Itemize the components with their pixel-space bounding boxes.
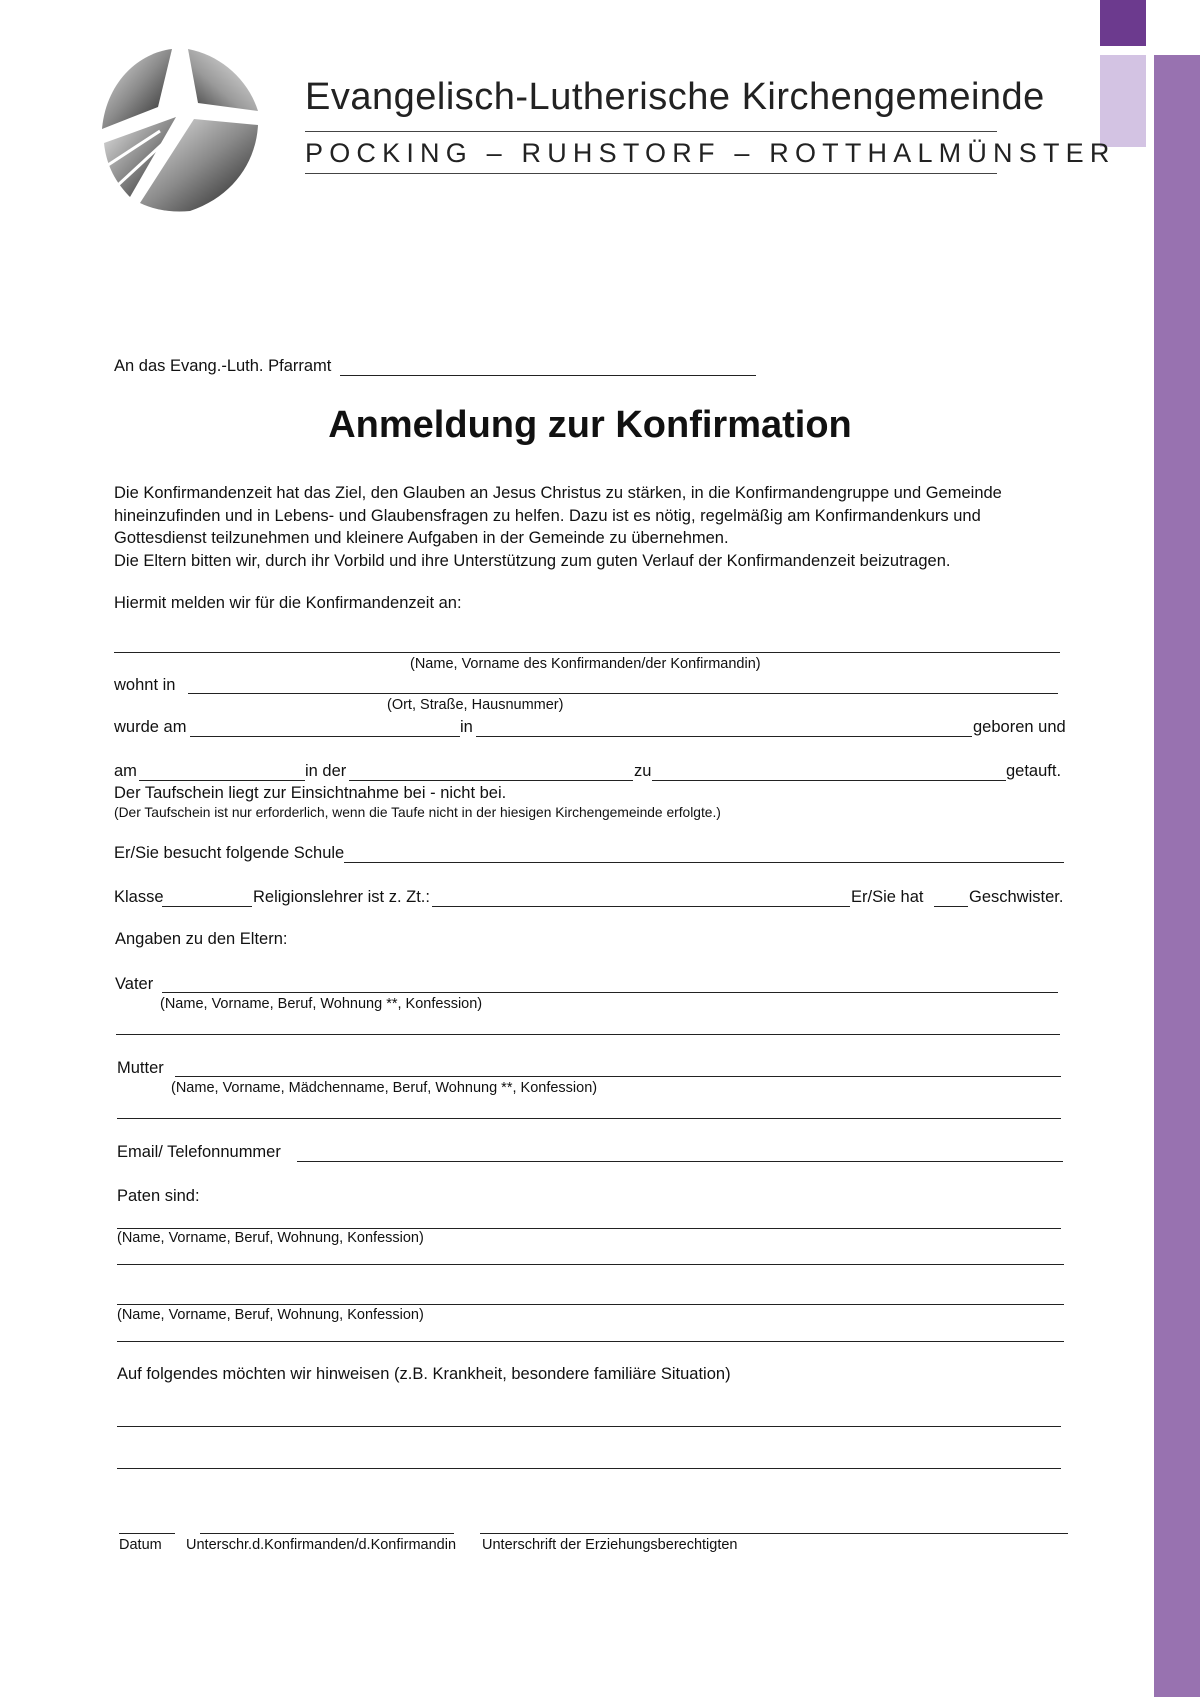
address-hint: (Ort, Straße, Hausnummer) bbox=[387, 697, 564, 713]
father-label: Vater bbox=[115, 975, 154, 993]
confirmand-name-line[interactable] bbox=[114, 652, 1060, 653]
address-field-line[interactable] bbox=[188, 693, 1058, 694]
organization-name: Evangelisch-Lutherische Kirchengemeinde bbox=[305, 76, 1045, 118]
confirmand-signature-line[interactable] bbox=[200, 1533, 454, 1534]
birth-place-line[interactable] bbox=[476, 736, 972, 737]
mother-field-line[interactable] bbox=[175, 1076, 1061, 1077]
parents-signature-line[interactable] bbox=[480, 1533, 1068, 1534]
notes-line-2[interactable] bbox=[117, 1468, 1061, 1469]
certificate-note: (Der Taufschein ist nur erforderlich, wenn die Taufe nicht in der hiesigen Kirchengemeinde erfolgte.) bbox=[114, 805, 721, 820]
born-in-label: in bbox=[460, 718, 473, 736]
addressee-label: An das Evang.-Luth. Pfarramt bbox=[114, 357, 332, 375]
mother-label: Mutter bbox=[117, 1059, 164, 1077]
baptized-church-label: in der bbox=[305, 762, 347, 780]
date-signature-label: Datum bbox=[119, 1537, 162, 1553]
siblings-count-line[interactable] bbox=[934, 906, 968, 907]
intro-parents-text: Die Eltern bitten wir, durch ihr Vorbild und ihre Unterstützung zum guten Verlauf der Konfirmandenzeit beizutragen. bbox=[114, 551, 951, 570]
form-title: Anmeldung zur Konfirmation bbox=[328, 404, 852, 446]
certificate-text: Der Taufschein liegt zur Einsichtnahme bei - nicht bei. bbox=[114, 784, 507, 802]
godparents-label: Paten sind: bbox=[117, 1187, 200, 1205]
father-field-line[interactable] bbox=[162, 992, 1058, 993]
godparent-1-line[interactable] bbox=[117, 1228, 1061, 1229]
baptism-place-line[interactable] bbox=[652, 780, 1006, 781]
addressee-field-line[interactable] bbox=[340, 375, 756, 376]
godparent-2-line[interactable] bbox=[117, 1304, 1064, 1305]
intro-text: Die Konfirmandenzeit hat das Ziel, den Glauben an Jesus Christus zu stärken, in die Konfirmandengruppe und Gemeinde hineinzufinden und in Lebens- und Glaubensfragen zu helfen. Dazu ist es nötig, regelmäßig am Konfirmandenkurs und Gottesdienst teilzunehmen und kleinere Aufgaben in der Gemeinde zu übernehmen. bbox=[114, 484, 1002, 547]
notes-label: Auf folgendes möchten wir hinweisen (z.B. Krankheit, besondere familiäre Situation) bbox=[117, 1365, 731, 1383]
mother-extra-line[interactable] bbox=[117, 1118, 1061, 1119]
godparent-2-extra-line[interactable] bbox=[117, 1341, 1064, 1342]
godparent-1-extra-line[interactable] bbox=[117, 1264, 1064, 1265]
parents-heading: Angaben zu den Eltern: bbox=[115, 930, 288, 948]
confirmand-signature-label: Unterschr.d.Konfirmanden/d.Konfirmandin bbox=[186, 1537, 457, 1553]
organization-places: POCKING – RUHSTORF – ROTTHALMÜNSTER bbox=[305, 138, 1116, 168]
mother-hint: (Name, Vorname, Mädchenname, Beruf, Wohnung **, Konfession) bbox=[171, 1080, 598, 1096]
baptized-at-label: zu bbox=[634, 762, 652, 780]
birth-date-line[interactable] bbox=[190, 736, 460, 737]
class-label: Klasse bbox=[114, 888, 164, 906]
date-signature-line[interactable] bbox=[119, 1533, 175, 1534]
parents-signature-label: Unterschrift der Erziehungsberechtigten bbox=[482, 1537, 738, 1553]
corner-accent-light bbox=[1100, 55, 1146, 147]
religion-teacher-line[interactable] bbox=[432, 906, 850, 907]
school-field-line[interactable] bbox=[344, 862, 1064, 863]
corner-accent-dark bbox=[1100, 0, 1146, 46]
church-cross-logo bbox=[100, 45, 270, 215]
lives-in-label: wohnt in bbox=[114, 676, 176, 694]
baptism-church-line[interactable] bbox=[349, 780, 633, 781]
class-field-line[interactable] bbox=[162, 906, 252, 907]
school-label: Er/Sie besucht folgende Schule bbox=[114, 844, 345, 862]
register-label: Hiermit melden wir für die Konfirmandenzeit an: bbox=[114, 594, 462, 612]
baptized-end-label: getauft. bbox=[1006, 762, 1062, 780]
header-rule-top bbox=[305, 131, 997, 132]
baptism-date-line[interactable] bbox=[139, 780, 305, 781]
born-on-label: wurde am bbox=[114, 718, 187, 736]
baptized-on-label: am bbox=[114, 762, 137, 780]
religion-teacher-label: Religionslehrer ist z. Zt.: bbox=[253, 888, 430, 906]
siblings-suffix-label: Geschwister. bbox=[969, 888, 1064, 906]
intro-paragraph bbox=[114, 482, 1074, 572]
contact-label: Email/ Telefonnummer bbox=[117, 1143, 281, 1161]
father-extra-line[interactable] bbox=[116, 1034, 1060, 1035]
born-end-label: geboren und bbox=[973, 718, 1066, 736]
header-rule-bottom bbox=[305, 173, 997, 174]
confirmand-name-hint: (Name, Vorname des Konfirmanden/der Konfirmandin) bbox=[410, 656, 761, 672]
notes-line-1[interactable] bbox=[117, 1426, 1061, 1427]
side-color-bar bbox=[1154, 55, 1200, 1697]
siblings-prefix-label: Er/Sie hat bbox=[851, 888, 924, 906]
godparent-2-hint: (Name, Vorname, Beruf, Wohnung, Konfession) bbox=[117, 1307, 424, 1323]
godparent-1-hint: (Name, Vorname, Beruf, Wohnung, Konfession) bbox=[117, 1230, 424, 1246]
contact-field-line[interactable] bbox=[297, 1161, 1063, 1162]
father-hint: (Name, Vorname, Beruf, Wohnung **, Konfession) bbox=[160, 996, 483, 1012]
